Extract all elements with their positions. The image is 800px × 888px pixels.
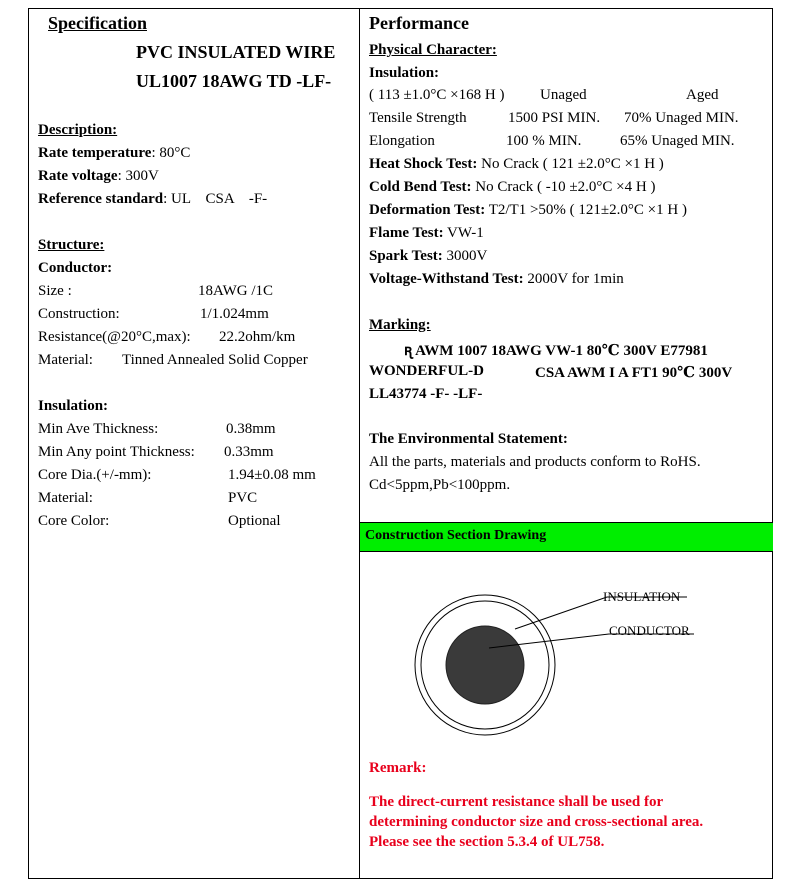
min-ave-thickness-value: 0.38mm — [226, 421, 276, 437]
insulation-material-value: PVC — [228, 490, 258, 506]
product-title-line1: PVC INSULATED WIRE — [136, 42, 336, 62]
spark-value: 3000V — [442, 248, 488, 264]
core-dia-value: 1.94±0.08 mm — [228, 467, 316, 483]
conductor-resistance-value: 22.2ohm/km — [219, 329, 296, 345]
cross-section-drawing — [360, 552, 773, 752]
elongation-aged: 65% Unaged MIN. — [620, 133, 735, 149]
conductor-core — [446, 626, 524, 704]
spark-test — [369, 248, 487, 265]
marking-line2b: CSA AWM I A FT1 90℃ 300V — [535, 365, 733, 381]
conductor-heading: Conductor: — [38, 260, 113, 276]
description-heading: Description: — [38, 122, 118, 138]
deformation-label: Deformation Test: — [369, 202, 486, 218]
conductor-size-label: Size : — [38, 283, 72, 299]
min-point-thickness-label: Min Any point Thickness: — [38, 444, 195, 460]
deformation-test — [369, 202, 687, 219]
physical-character-heading: Physical Character: — [369, 42, 497, 58]
marking-heading: Marking: — [369, 317, 431, 333]
marking-line1-text: AWM 1007 18AWG VW-1 80℃ 300V E77981 — [415, 343, 708, 359]
tensile-strength-unaged: 1500 PSI MIN. — [508, 110, 601, 126]
rate-temperature-label: Rate temperature — [38, 145, 152, 161]
marking-line1 — [404, 340, 708, 360]
heat-shock-value: No Crack ( 121 ±2.0°C ×1 H ) — [477, 156, 664, 172]
conductor-construction-label: Construction: — [38, 306, 120, 322]
conductor-material-value: Tinned Annealed Solid Copper — [122, 352, 308, 368]
insulation-material-label: Material: — [38, 490, 93, 506]
cold-bend-label: Cold Bend Test: — [369, 179, 472, 195]
spec-heading: Specification — [48, 13, 147, 33]
reference-standard — [38, 191, 267, 208]
conductor-resistance-label: Resistance(@20°C,max): — [38, 329, 191, 345]
tensile-strength-label: Tensile Strength — [369, 110, 467, 126]
structure-heading: Structure: — [38, 237, 105, 253]
core-color-label: Core Color: — [38, 513, 110, 529]
band-top-rule — [360, 522, 773, 523]
flame-test — [369, 225, 484, 242]
remark-line3: Please see the section 5.3.4 of UL758. — [369, 834, 605, 850]
heat-shock-test — [369, 156, 664, 173]
remark-line1: The direct-current resistance shall be used for — [369, 794, 664, 810]
withstand-label: Voltage-Withstand Test: — [369, 271, 524, 287]
environmental-line1: All the parts, materials and products conform to RoHS. — [369, 454, 701, 470]
insulation-label: Insulation: — [369, 65, 440, 81]
ur-mark-icon: ꭆ — [404, 343, 413, 359]
rate-temperature-value: : 80°C — [151, 145, 191, 161]
cold-bend-test — [369, 179, 655, 196]
rate-voltage-value: : 300V — [117, 168, 159, 184]
min-point-thickness-value: 0.33mm — [224, 444, 274, 460]
conductor-construction-value: 1/1.024mm — [200, 306, 269, 322]
withstand-value: 2000V for 1min — [523, 271, 624, 287]
marking-line2a: WONDERFUL-D — [369, 363, 484, 379]
environmental-heading: The Environmental Statement: — [369, 431, 568, 447]
conductor-callout: CONDUCTOR — [609, 623, 690, 638]
aged-column-header: Aged — [686, 87, 719, 103]
tensile-strength-aged: 70% Unaged MIN. — [624, 110, 739, 126]
flame-label: Flame Test: — [369, 225, 444, 241]
aging-condition: ( 113 ±1.0°C ×168 H ) — [369, 87, 505, 103]
remark-heading: Remark: — [369, 760, 427, 776]
conductor-size-value: 18AWG /1C — [198, 283, 274, 299]
reference-standard-value: : UL CSA -F- — [163, 191, 268, 207]
rate-voltage — [38, 168, 159, 185]
rate-voltage-label: Rate voltage — [38, 168, 118, 184]
voltage-withstand-test — [369, 271, 624, 288]
min-ave-thickness-label: Min Ave Thickness: — [38, 421, 159, 437]
construction-band-label: Construction Section Drawing — [365, 528, 547, 543]
reference-standard-label: Reference standard — [38, 191, 164, 207]
cold-bend-value: No Crack ( -10 ±2.0°C ×4 H ) — [471, 179, 656, 195]
insulation-heading: Insulation: — [38, 398, 109, 414]
flame-value: VW-1 — [443, 225, 484, 241]
deformation-value: T2/T1 >50% ( 121±2.0°C ×1 H ) — [485, 202, 687, 218]
core-color-value: Optional — [228, 513, 281, 529]
product-title-line2: UL1007 18AWG TD -LF- — [136, 71, 332, 91]
heat-shock-label: Heat Shock Test: — [369, 156, 478, 172]
elongation-unaged: 100 % MIN. — [506, 133, 582, 149]
performance-heading: Performance — [369, 13, 469, 33]
marking-line3: LL43774 -F- -LF- — [369, 386, 483, 402]
remark-line2: determining conductor size and cross-sectional area. — [369, 814, 704, 830]
environmental-line2: Cd<5ppm,Pb<100ppm. — [369, 477, 511, 493]
core-dia-label: Core Dia.(+/-mm): — [38, 467, 152, 483]
conductor-material-label: Material: — [38, 352, 93, 368]
spark-label: Spark Test: — [369, 248, 443, 264]
rate-temperature — [38, 145, 190, 162]
insulation-callout: INSULATION — [603, 589, 681, 604]
elongation-label: Elongation — [369, 133, 435, 149]
unaged-column-header: Unaged — [540, 87, 587, 103]
